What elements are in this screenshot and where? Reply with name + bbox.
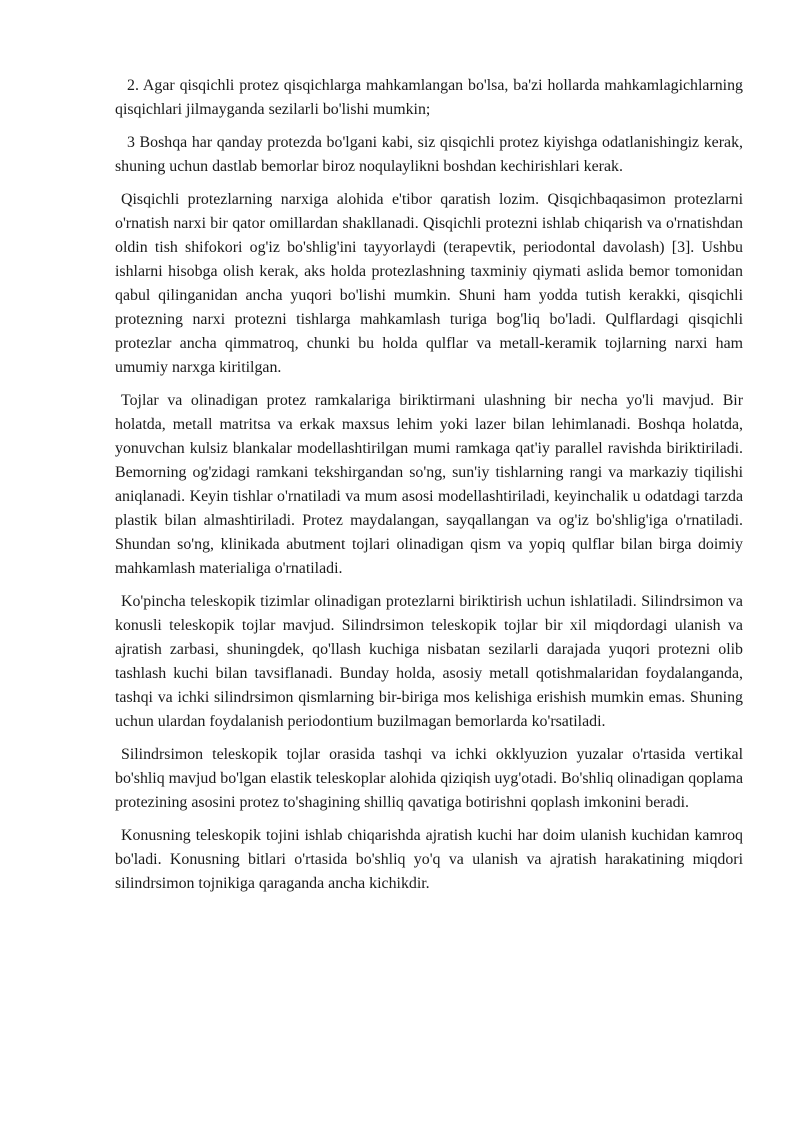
paragraph-telescopic-systems: Ko'pincha teleskopik tizimlar olinadigan protezlarni biriktirish uchun ishlatiladi. Silindrsimon va konusli teleskopik tojlar mavjud. Silindrsimon teleskopik tojlar bir xil miqdordagi ulanish va ajratish zarbasi, shuningdek, qo'llash kuchiga nisbatan sezilarli darajada yuqori protezni olib tashlash kuchi bilan tavsiflanadi. Bunday holda, asosiy metall qotishmalaridan foydalanganda, tashqi va ichki silindrsimon qismlarning bir-biriga mos kelishiga erishish mumkin emas. Shuning uchun ulardan foydalanish periodontium buzilmagan bemorlarda ko'rsatiladi.	[115, 593, 743, 730]
paragraph-clasp-prosthesis-price: Qisqichli protezlarning narxiga alohida e'tibor qaratish lozim. Qisqichbaqasimon protezlarni o'rnatish narxi bir qator omillardan shakllanadi. Qisqichli protezni ishlab chiqarish va o'rnatishdan oldin tish shifokori og'iz bo'shlig'ini tayyorlaydi (terapevtik, periodontal davolash) [3]. Ushbu ishlarni hisobga olish kerak, aks holda protezlashning taxminiy qiymati aslida bemor tomonidan qabul qilinganidan ancha yuqori bo'lishi mumkin. Shuni ham yodda tutish kerakki, qisqichli protezning narxi protezni tishlarga mahkamlash turiga bog'liq bo'ladi. Qulflardagi qisqichli protezlar ancha qimmatroq, chunki bu holda qulflar va metall-keramik tojlarning narxi ham umumiy narxga kiritilgan.	[115, 191, 743, 376]
paragraph-attachment-methods: Tojlar va olinadigan protez ramkalariga biriktirmani ulashning bir necha yo'li mavjud. Bir holatda, metall matritsa va erkak maxsus lehim yoki lazer bilan lehimlanadi. Boshqa holatda, yonuvchan kulsiz blankalar modellashtirilgan mumi ramkaga qat'iy parallel ravishda biriktiriladi. Bemorning og'zidagi ramkani tekshirgandan so'ng, sun'iy tishlarning rangi va markaziy tiqilishi aniqlanadi. Keyin tishlar o'rnatiladi va mum asosi modellashtiriladi, keyinchalik u odatdagi tarzda plastik bilan almashtiriladi. Protez maydalangan, sayqallangan va og'iz bo'shlig'iga o'rnatiladi. Shundan so'ng, klinikada abutment tojlari olinadigan qism va yopiq qulflar bilan birga doimiy mahkamlash materialiga o'rnatiladi.	[115, 392, 743, 577]
paragraph-item-2: 2. Agar qisqichli protez qisqichlarga mahkamlangan bo'lsa, ba'zi hollarda mahkamlagichlarning qisqichlari jilmayganda sezilarli bo'lishi mumkin;	[115, 77, 743, 118]
paragraph-elastic-telescopes: Silindrsimon teleskopik tojlar orasida tashqi va ichki okklyuzion yuzalar o'rtasida vertikal bo'shliq mavjud bo'lgan elastik teleskoplar alohida qiziqish uyg'otadi. Bo'shliq olinadigan qoplama protezining asosini protez to'shagining shilliq qavatiga botirishni qoplash imkonini beradi.	[115, 746, 743, 811]
paragraph-conical-crowns: Konusning teleskopik tojini ishlab chiqarishda ajratish kuchi har doim ulanish kuchidan kamroq bo'ladi. Konusning bitlari o'rtasida bo'shliq yo'q va ulanish va ajratish harakatining miqdori silindrsimon tojnikiga qaraganda ancha kichikdir.	[115, 827, 743, 892]
paragraph-item-3: 3 Boshqa har qanday protezda bo'lgani kabi, siz qisqichli protez kiyishga odatlanishingiz kerak, shuning uchun dastlab bemorlar biroz noqulaylikni boshdan kechirishlari kerak.	[115, 134, 743, 175]
document-page	[115, 74, 743, 905]
